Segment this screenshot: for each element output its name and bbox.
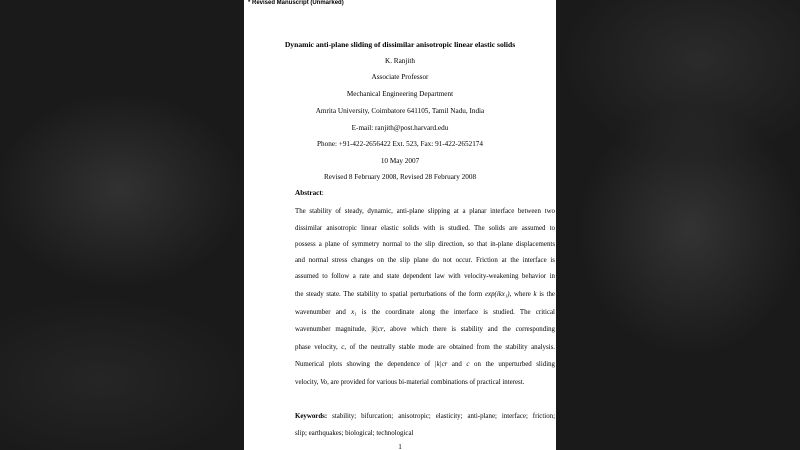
keywords-label: Keywords: [295, 413, 328, 420]
abstract-line-11: velocity, Vo, are provided for various bi-material combinations of practical interest. [295, 379, 525, 386]
author-name: K. Ranjith [385, 57, 415, 65]
page-number: 1 [398, 443, 402, 450]
paper-title: Dynamic anti-plane sliding of dissimilar anisotropic linear elastic solids [284, 40, 516, 49]
math-v0: Vo [320, 379, 328, 386]
abstract-heading: Abstract [295, 189, 322, 197]
abstract-line-2: dissimilar anisotropic linear elastic solids with is studied. The solids are assumed to [295, 225, 555, 232]
math-exp: exp(ikx₁) [484, 291, 510, 298]
math-kcr-2: |k|cr [434, 361, 448, 368]
keywords-line-2: slip; earthquakes; biological; technological [295, 430, 414, 437]
math-x1: x₁ [351, 309, 357, 316]
keywords-line-1: Keywords: stability; bifurcation; anisotropic; elasticity; anti-plane; interface; friction; [295, 413, 555, 420]
math-c-2: c [466, 361, 470, 368]
revision-dates: Revised 8 February 2008, Revised 28 February 2008 [323, 173, 477, 181]
abstract-line-10: Numerical plots showing the dependence of |k|cr and c on the unperturbed sliding [295, 361, 555, 368]
abstract-line-9: phase velocity, c, of the neutrally stable mode are obtained from the stability analysis. [295, 344, 556, 351]
author-department: Mechanical Engineering Department [346, 90, 454, 98]
abstract-heading-row [295, 189, 324, 198]
abstract-line-8: wavenumber magnitude, |k|cr, above which there is stability and the corresponding [295, 326, 555, 333]
math-kcr: |k|cr [370, 326, 384, 333]
author-affiliation: Amrita University, Coimbatore 641105, Tamil Nadu, India [315, 107, 485, 115]
author-position: Associate Professor [371, 73, 429, 81]
abstract-line-4: and normal stress changes on the slip plane do not occur. Friction at the interface is [295, 257, 555, 264]
math-c: c [341, 344, 345, 351]
abstract-line-3: possess a plane of symmetry normal to the slip direction, so that in-plane displacements [295, 241, 555, 248]
submission-date: 10 May 2007 [380, 157, 420, 165]
manuscript-label: * Revised Manuscript (Unmarked) [248, 0, 344, 6]
document-page [244, 0, 556, 450]
abstract-line-6: the steady state. The stability to spatial perturbations of the form exp(ikx₁), where k is the [295, 291, 555, 298]
abstract-line-5: assumed to follow a rate and state dependent law with velocity-weakening behavior in [295, 273, 555, 280]
abstract-line-7: wavenumber and x₁ is the coordinate along the interface is studied. The critical [295, 309, 555, 316]
math-k: k [533, 291, 537, 298]
author-email: E-mail: ranjith@post.harvard.edu [351, 124, 449, 132]
abstract-line-1: The stability of steady, dynamic, anti-plane slipping at a planar interface between two [295, 208, 555, 215]
author-phone: Phone: +91-422-2656422 Ext. 523, Fax: 91-422-2652174 [317, 140, 483, 148]
abstract-colon: : [321, 189, 324, 197]
